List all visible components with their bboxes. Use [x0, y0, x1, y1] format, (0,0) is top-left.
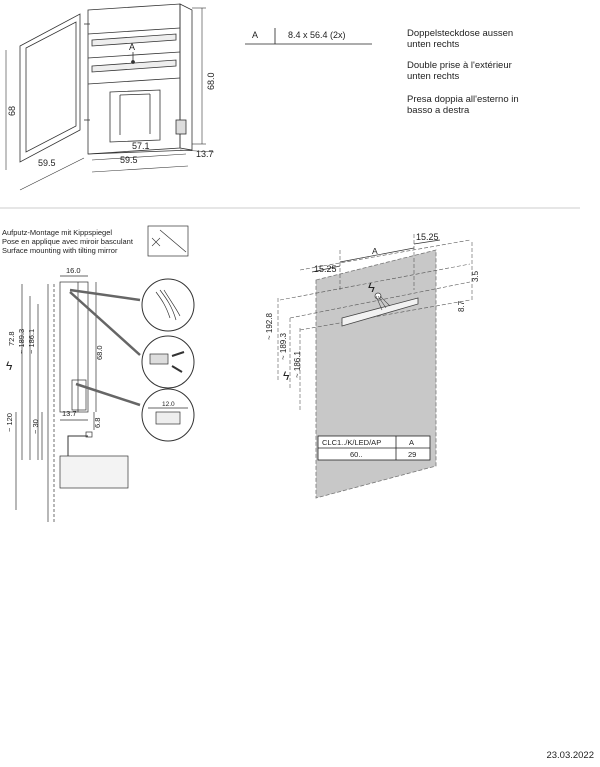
- side-dim-680: 68.0: [95, 345, 104, 360]
- label-a-top: A: [129, 42, 136, 52]
- dim-68-left: 68: [7, 105, 17, 116]
- dim-137-top: 13.7: [196, 149, 214, 159]
- front-dim-35: 3.5: [471, 270, 480, 282]
- detail-bracket: [142, 336, 194, 388]
- side-dim-68: 6.8: [93, 417, 102, 428]
- detail-mount: [142, 389, 194, 441]
- side-dim-12: 12.0: [162, 401, 175, 408]
- dim-595-left: 59.5: [38, 158, 56, 168]
- dim-595-right: 59.5: [120, 155, 138, 165]
- footer-date: 23.03.2022: [546, 750, 594, 761]
- dim-680-right: 68.0: [206, 72, 216, 90]
- mounting-caption-de: Aufputz-Montage mit Kippspiegel: [2, 228, 113, 237]
- mirror-panel: [316, 250, 436, 498]
- mounting-caption-en: Surface mounting with tilting mirror: [2, 246, 118, 255]
- model-header: CLC1../K/LED/AP: [322, 438, 382, 447]
- cabinet-isometric-drawing: [20, 4, 192, 162]
- front-dim-1525-right: 15.25: [416, 232, 439, 242]
- front-dim-1525-left: 15.25: [314, 264, 337, 274]
- front-dim-87: 8.7: [457, 300, 466, 312]
- model-header-a: A: [409, 438, 415, 447]
- side-dim-120: ~ 120: [5, 413, 14, 432]
- note-fr: Double prise à l'extérieur unten rechts: [407, 60, 512, 82]
- mounting-caption-fr: Pose en applique avec miroir basculant: [2, 237, 133, 246]
- front-dim-1861: ~ 186.1: [293, 351, 302, 378]
- spec-key: A: [252, 30, 259, 40]
- tilting-mirror-icon: [148, 226, 188, 256]
- note-de: Doppelsteckdose aussen unten rechts: [407, 28, 514, 50]
- side-dim-30: ~ 30: [31, 419, 40, 434]
- spec-value: 8.4 x 56.4 (2x): [288, 30, 346, 40]
- side-view-drawing: [16, 276, 140, 522]
- dim-571: 57.1: [132, 141, 150, 151]
- front-dim-1893: ~ 189.3: [279, 333, 288, 360]
- model-row-a: 29: [408, 450, 417, 459]
- side-dim-160: 16.0: [66, 266, 81, 275]
- side-dim-1861: ~ 186.1: [27, 328, 36, 354]
- detail-cable: [142, 279, 194, 331]
- side-dim-728: 72.8: [7, 331, 16, 346]
- model-row: 60..: [350, 450, 363, 459]
- lightning-icon-side: ϟ: [6, 359, 13, 373]
- note-it: Presa doppia all'esterno in basso a destra: [407, 94, 519, 116]
- side-dim-137: 13.7: [62, 409, 77, 418]
- front-dim-1928: ~ 192.8: [265, 313, 274, 340]
- front-label-a: A: [372, 246, 378, 256]
- lightning-icon-front-2: ϟ: [283, 369, 290, 383]
- side-dim-1893: ~ 189.3: [17, 328, 26, 354]
- lightning-icon-front: ϟ: [368, 280, 375, 295]
